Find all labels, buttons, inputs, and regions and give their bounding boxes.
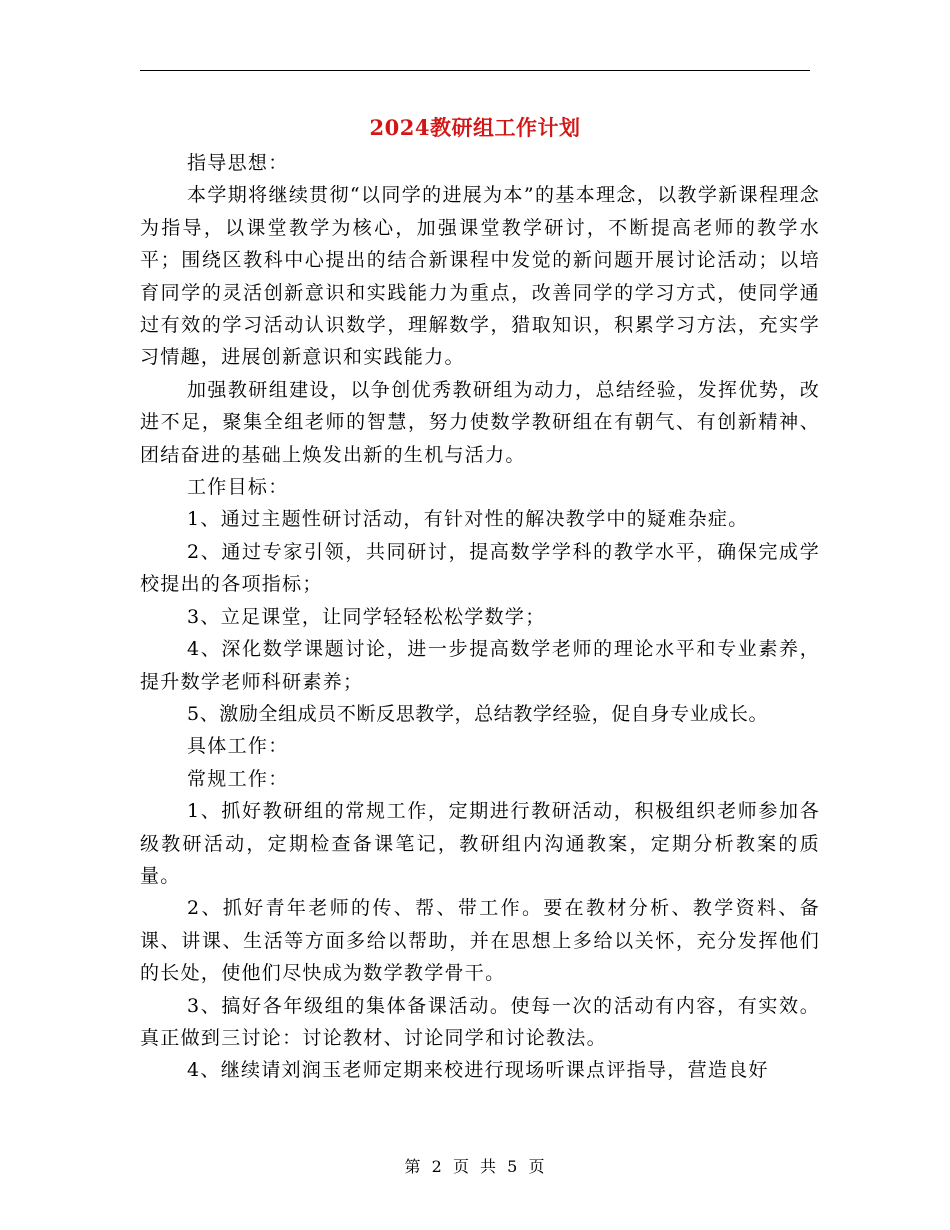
paragraph-guiding-ideas: 本学期将继续贯彻“以同学的进展为本”的基本理念，以教学新课程理念为指导，以课堂教学为核心，加强课堂教学研讨，不断提高老师的教学水平；围绕区教科中心提出的结合新课程中发觉的新问题开展讨论活动；以培育同学的灵活创新意识和实践能力为重点，改善同学的学习方式，使同学通过有效的学习活动认识数学，理解数学，猎取知识，积累学习方法，充实学习情趣，进展创新意识和实践能力。 (140, 184, 820, 369)
heading-specific-work: 具体工作： (187, 735, 289, 758)
header-rule (140, 70, 810, 71)
footer-page-unit: 页 (452, 1157, 470, 1176)
footer-total-pages: 5 (507, 1157, 519, 1176)
footer-current-page: 2 (431, 1157, 443, 1176)
footer-total-unit: 页 (528, 1157, 546, 1176)
footer-total-prefix: 共 (480, 1157, 498, 1176)
page-number-footer (0, 1154, 950, 1177)
routine-item-3: 3、搞好各年级组的集体备课活动。使每一次的活动有内容，有实效。真正做到三讨论：讨论教材、讨论同学和讨论教法。 (140, 994, 820, 1049)
routine-item-4: 4、继续请刘润玉老师定期来校进行现场听课点评指导，营造良好 (187, 1059, 769, 1082)
goal-item-5: 5、激励全组成员不断反思教学，总结教学经验，促自身专业成长。 (187, 702, 769, 725)
goal-item-3: 3、立足课堂，让同学轻轻松松学数学； (187, 605, 546, 628)
document-body (140, 147, 820, 1087)
heading-guiding-ideas: 指导思想： (187, 152, 289, 174)
routine-item-2: 2、抓好青年老师的传、帮、带工作。要在教材分析、教学资料、备课、讲课、生活等方面多给以帮助，并在思想上多给以关怀，充分发挥他们的长处，使他们尽快成为数学教学骨干。 (140, 897, 820, 985)
routine-item-1: 1、抓好教研组的常规工作，定期进行教研活动，积极组织老师参加各级教研活动，定期检查备课笔记，教研组内沟通教案，定期分析教案的质量。 (140, 800, 820, 887)
goal-item-2: 2、通过专家引领，共同研讨，提高数学学科的教学水平，确保完成学校提出的各项指标； (140, 540, 820, 596)
paragraph-team-building: 加强教研组建设，以争创优秀教研组为动力，总结经验，发挥优势，改进不足，聚集全组老师的智慧，努力使数学教研组在有朝气、有创新精神、团结奋进的基础上焕发出新的生机与活力。 (140, 378, 820, 466)
goal-item-4: 4、深化数学课题讨论，进一步提高数学老师的理论水平和专业素养，提升数学老师科研素养； (140, 638, 820, 693)
heading-work-goals: 工作目标： (187, 476, 289, 499)
document-title: 2024教研组工作计划 (369, 115, 581, 140)
footer-prefix: 第 (404, 1157, 422, 1176)
goal-item-1: 1、通过主题性研讨活动，有针对性的解决教学中的疑难杂症。 (187, 508, 749, 531)
heading-routine-work: 常规工作： (187, 767, 289, 790)
